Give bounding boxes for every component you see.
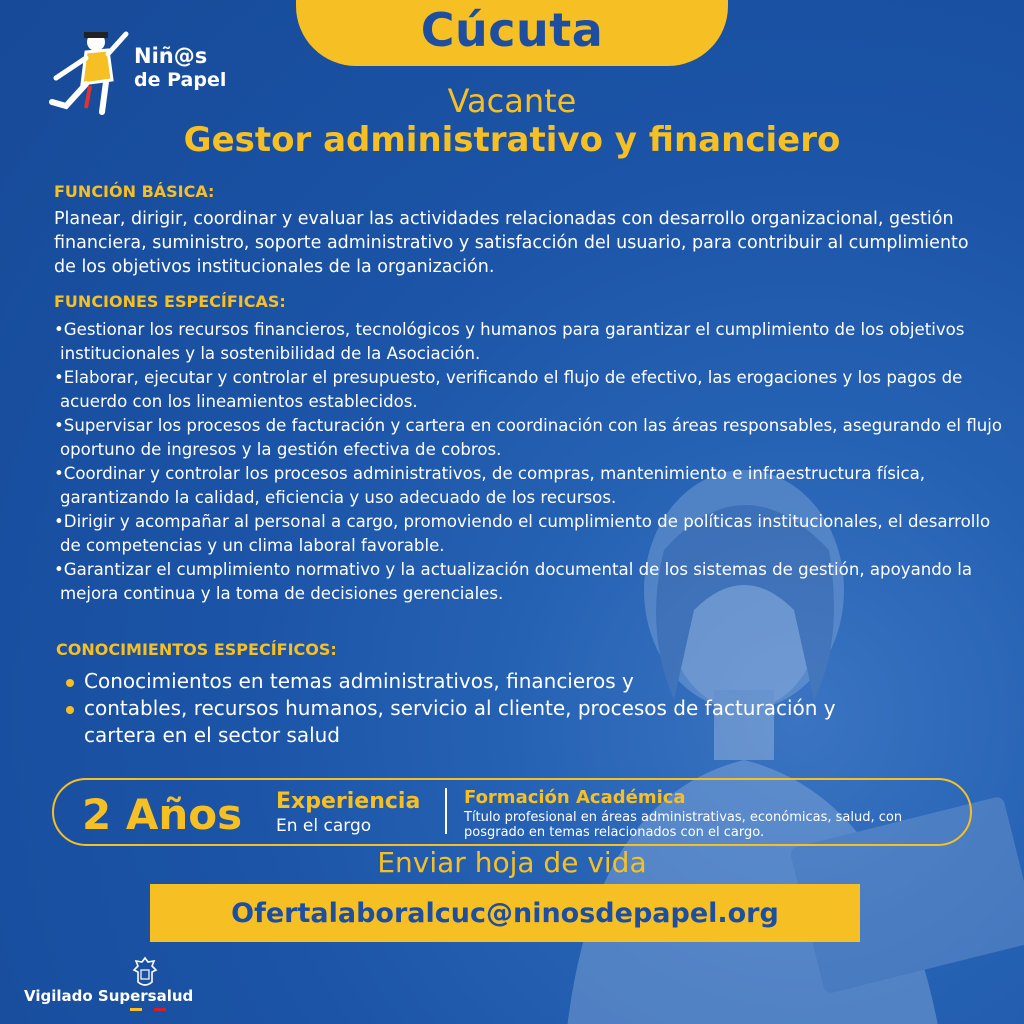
requirements-divider bbox=[445, 788, 447, 834]
function-item: •Coordinar y controlar los procesos administrativos, de compras, mantenimiento e infraestructura física, garantizando la calidad, eficiencia y uso adecuado de los recursos. bbox=[54, 464, 926, 507]
city-title: Cúcuta bbox=[420, 3, 604, 57]
basic-function-text: Planear, dirigir, coordinar y evaluar las actividades relacionadas con desarrollo organizacional, gestión financiera, suministro, soporte administrativo y satisfacción del usuario, para contribuir al cumplimiento de los objetivos institucionales de la organización. bbox=[54, 209, 969, 277]
function-item: •Dirigir y acompañar al personal a cargo, promoviendo el cumplimiento de políticas institucionales, el desarrollo de competencias y un clima laboral favorable. bbox=[54, 512, 991, 555]
supervisor-label: Vigilado Supersalud bbox=[24, 987, 194, 1005]
city-banner bbox=[296, 0, 728, 66]
colombia-flag-stripe bbox=[130, 1008, 166, 1011]
function-item: •Supervisar los procesos de facturación y cartera en coordinación con las áreas responsables, asegurando el flujo oportuno de ingresos y la gestión efectiva de cobros. bbox=[54, 416, 1003, 459]
knowledge-line-3: cartera en el sector salud bbox=[84, 723, 340, 747]
apply-label: Enviar hoja de vida bbox=[377, 846, 647, 879]
email-banner[interactable] bbox=[150, 884, 860, 942]
logo-line-2: de Papel bbox=[134, 69, 227, 91]
years-experience: 2 Años bbox=[82, 790, 243, 839]
function-item: •Garantizar el cumplimiento normativo y la actualización documental de los sistemas de gestión, apoyando la mejora continua y la toma de decisiones gerenciales. bbox=[54, 560, 972, 603]
basic-function-heading: FUNCIÓN BÁSICA: bbox=[54, 182, 215, 201]
colombia-shield-icon bbox=[128, 956, 162, 990]
education-text: Título profesional en áreas administrativas, económicas, salud, con posgrado en temas relacionados con el cargo. bbox=[464, 810, 903, 840]
knowledge-list bbox=[66, 668, 926, 749]
specific-functions-heading: FUNCIONES ESPECÍFICAS: bbox=[54, 292, 286, 311]
bullet-icon bbox=[66, 679, 74, 687]
knowledge-item bbox=[66, 695, 926, 722]
logo-line-1: Niñ@s bbox=[134, 44, 208, 68]
knowledge-item bbox=[66, 668, 926, 695]
education-title: Formación Académica bbox=[464, 787, 686, 808]
experience-subtitle: En el cargo bbox=[276, 816, 372, 836]
specific-functions-list bbox=[54, 318, 1004, 606]
knowledge-line-2: contables, recursos humanos, servicio al cliente, procesos de facturación y bbox=[84, 696, 836, 720]
function-item: •Gestionar los recursos financieros, tecnológicos y humanos para garantizar el cumplimiento de los objetivos institucionales y la sostenibilidad de la Asociación. bbox=[54, 320, 965, 363]
knowledge-item bbox=[66, 722, 926, 749]
knowledge-line-1: Conocimientos en temas administrativos, financieros y bbox=[84, 669, 634, 693]
experience-title: Experiencia bbox=[276, 789, 421, 814]
vacancy-label: Vacante bbox=[447, 82, 577, 120]
knowledge-heading: CONOCIMIENTOS ESPECÍFICOS: bbox=[56, 640, 337, 659]
function-item: •Elaborar, ejecutar y controlar el presupuesto, verificando el flujo de efectivo, las erogaciones y los pagos de acuerdo con los lineamientos establecidos. bbox=[54, 368, 963, 411]
job-title: Gestor administrativo y financiero bbox=[183, 120, 841, 160]
apply-email-link[interactable]: Ofertalaboralcuc@ninosdepapel.org bbox=[231, 897, 779, 929]
bullet-icon bbox=[66, 706, 74, 714]
